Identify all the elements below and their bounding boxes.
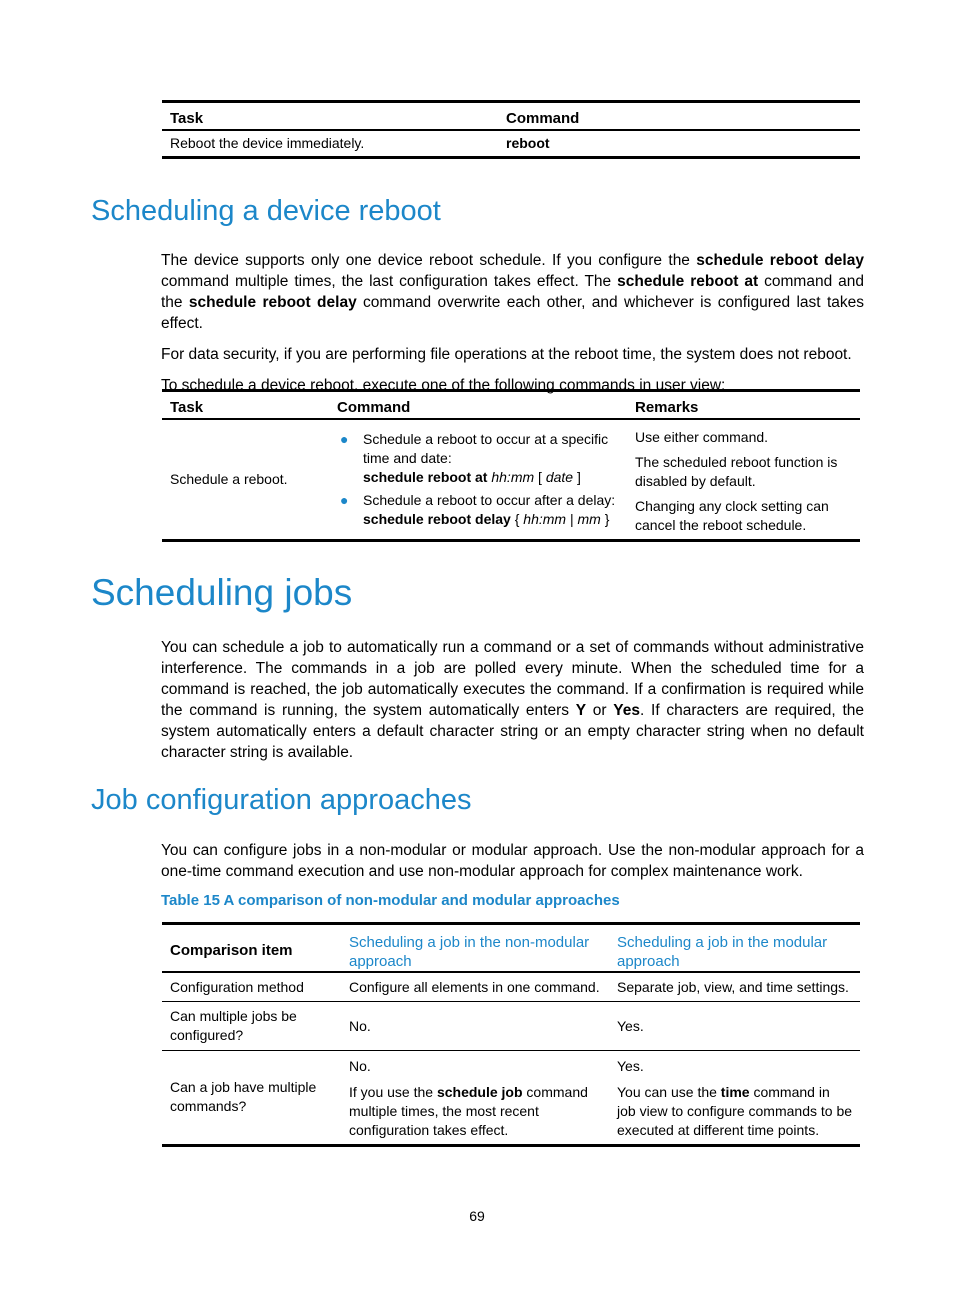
remark: Changing any clock setting can cancel the reboot schedule. [635, 497, 829, 533]
list-item: ● Schedule a reboot to occur after a delay: schedule reboot delay { hh:mm | mm } [340, 491, 616, 527]
nonmodular-cell: Configure all elements in one command. [349, 978, 600, 995]
table-caption: Table 15 A comparison of non-modular and modular approaches [161, 892, 620, 909]
section2-body [161, 637, 864, 773]
command-cell: reboot [506, 135, 550, 152]
table-row [162, 1050, 860, 1145]
paragraph: You can configure jobs in a non-modular or modular approach. Use the non-modular approach for a one-time command execution and use non-modular approach for complex maintenance work. [161, 842, 864, 880]
nonmodular-cell: No. [349, 1017, 371, 1034]
header-task: Task [170, 110, 204, 128]
bullet-icon: ● [340, 430, 349, 447]
bullet-icon: ● [340, 491, 349, 508]
remark: The scheduled reboot function is disabled by default. [635, 453, 838, 489]
command-cell [329, 419, 627, 541]
section3-body [161, 840, 864, 892]
section1-body [161, 250, 864, 406]
header-remarks: Remarks [635, 398, 699, 416]
section-heading-scheduling-jobs: Scheduling jobs [91, 572, 353, 613]
task-cell: Schedule a reboot. [170, 471, 288, 487]
table-row [162, 972, 860, 1001]
nonmodular-cell: No. If you use the schedule job command multiple times, the most recent configuration takes effect. [349, 1057, 588, 1138]
item-cell: Can a job have multiple commands? [170, 1079, 317, 1114]
section-heading-scheduling-reboot: Scheduling a device reboot [91, 195, 441, 227]
list-item: ● Schedule a reboot to occur at a specific time and date: schedule reboot at hh:mm [ date ] [340, 430, 609, 485]
paragraph: You can schedule a job to automatically run a command or a set of commands without administrative interference. The commands in a job are polled every minute. When the scheduled time for a command is reached, the job automatically executes the command. If a confirmation is required while the command is running, the system automatically enters Y or Yes. If characters are required, the system automatically enters a default character string or an empty character string when no default character string is available. [161, 639, 864, 761]
item-cell: Configuration method [170, 978, 304, 995]
reboot-command-table [162, 100, 860, 159]
modular-cell: Separate job, view, and time settings. [617, 978, 849, 995]
header-task: Task [170, 398, 204, 416]
remarks-cell [627, 419, 860, 541]
paragraph: To schedule a device reboot, execute one of the following commands in user view: [161, 377, 726, 394]
item-cell: Can multiple jobs be configured? [170, 1007, 297, 1043]
modular-cell: Yes. [617, 1017, 644, 1034]
header-command: Command [506, 110, 580, 128]
remark: Use either command. [635, 428, 769, 445]
approach-comparison-table [162, 922, 860, 1147]
header-comparison-item: Comparison item [170, 941, 293, 959]
section-heading-job-configuration: Job configuration approaches [91, 784, 472, 816]
page-number: 69 [469, 1208, 485, 1224]
paragraph: The device supports only one device reboot schedule. If you configure the schedule reboot delay command multiple times, the last configuration takes effect. The schedule reboot at command and the schedule reboot delay command overwrite each other, and whichever is configured last takes effect. [161, 252, 864, 332]
link-nonmodular-approach[interactable]: Scheduling a job in the non-modular approach [349, 934, 590, 970]
schedule-reboot-table [162, 389, 860, 542]
modular-cell: Yes. You can use the time command in job view to configure commands to be executed at different time points. [617, 1057, 853, 1138]
link-modular-approach[interactable]: Scheduling a job in the modular approach [617, 934, 828, 970]
task-cell: Reboot the device immediately. [170, 135, 365, 152]
header-command: Command [337, 398, 411, 416]
paragraph: For data security, if you are performing file operations at the reboot time, the system does not reboot. [161, 346, 852, 363]
table-row [162, 1001, 860, 1050]
